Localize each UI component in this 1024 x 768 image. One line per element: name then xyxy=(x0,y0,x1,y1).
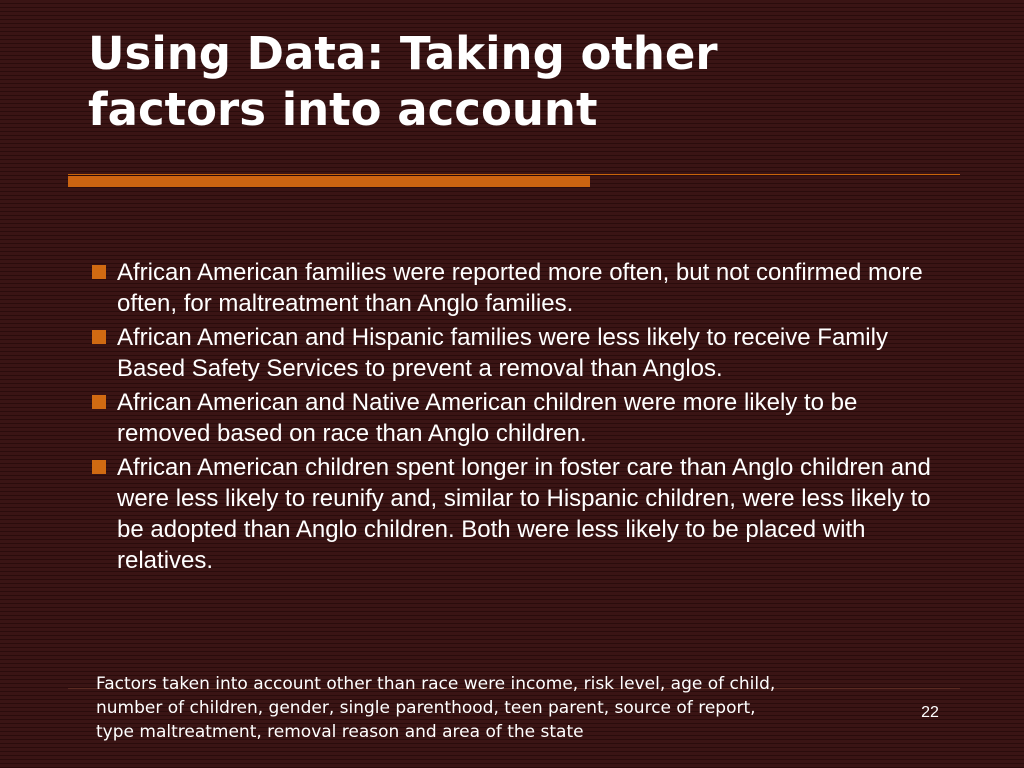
footnote-line-3: type maltreatment, removal reason and area of the state xyxy=(96,722,584,742)
bullet-item xyxy=(88,452,938,576)
square-bullet-icon xyxy=(92,265,106,279)
square-bullet-icon xyxy=(92,330,106,344)
title-line-1: Using Data: Taking other xyxy=(88,27,718,80)
title-divider-accent xyxy=(68,176,590,187)
bullet-text: African American children spent longer in foster care than Anglo children and were less likely to reunify and, similar to Hispanic children, were less likely to be adopted than Anglo children. Both were less likely to be placed with relatives. xyxy=(117,454,931,574)
bullet-list xyxy=(88,257,938,579)
square-bullet-icon xyxy=(92,460,106,474)
bullet-item xyxy=(88,257,938,319)
footnote-line-1: Factors taken into account other than race were income, risk level, age of child, xyxy=(96,674,776,694)
bullet-text: African American and Hispanic families were less likely to receive Family Based Safety Services to prevent a removal than Anglos. xyxy=(117,324,888,382)
slide-number: 22 xyxy=(921,704,939,721)
bullet-text: African American and Native American children were more likely to be removed based on race than Anglo children. xyxy=(117,389,858,447)
title-divider-thin xyxy=(68,174,960,175)
slide-title xyxy=(88,26,988,138)
bullet-text: African American families were reported more often, but not confirmed more often, for maltreatment than Anglo families. xyxy=(117,259,923,317)
footnote xyxy=(96,672,916,744)
bullet-item xyxy=(88,322,938,384)
footnote-line-2: number of children, gender, single parenthood, teen parent, source of report, xyxy=(96,698,756,718)
square-bullet-icon xyxy=(92,395,106,409)
bullet-item xyxy=(88,387,938,449)
title-line-2: factors into account xyxy=(88,83,598,136)
